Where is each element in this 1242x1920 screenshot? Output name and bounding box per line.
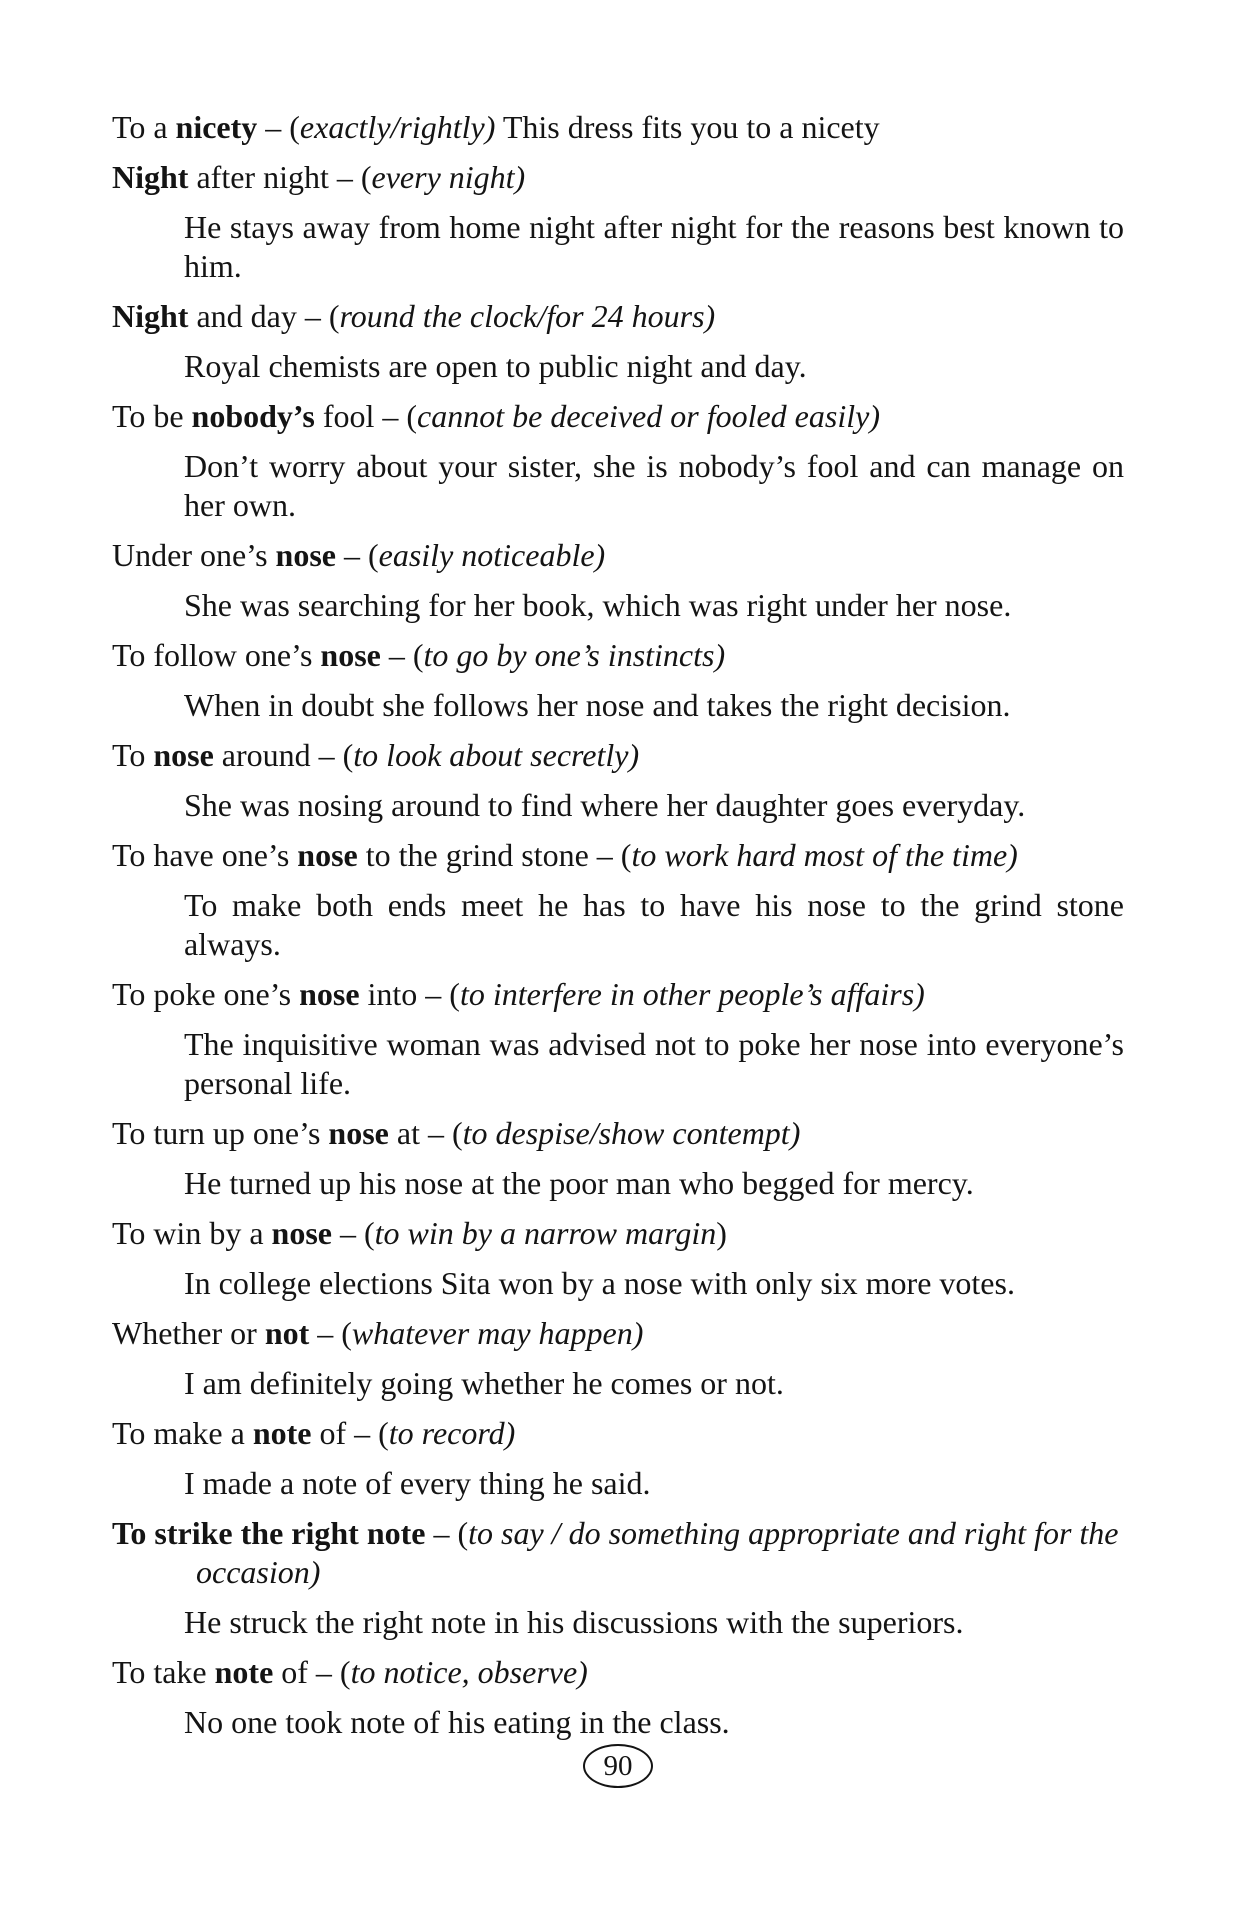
- idiom-text: after night – (: [188, 159, 372, 195]
- idiom-heading: [112, 1114, 1124, 1153]
- idiom-text: Under one’s: [112, 537, 276, 573]
- idiom-heading: [112, 1414, 1124, 1453]
- idiom-entry: [112, 536, 1124, 625]
- example-sentence: Don’t worry about your sister, she is nobody’s fool and can manage on her own.: [184, 448, 1124, 523]
- idiom-entry: [112, 975, 1124, 1103]
- idiom-entry: [112, 836, 1124, 964]
- idiom-keyword: nose: [275, 537, 336, 573]
- idiom-text: and day – (: [188, 298, 340, 334]
- idiom-heading: [112, 636, 1124, 675]
- idiom-text: This dress fits you to a nicety: [495, 109, 880, 145]
- idiom-keyword: Night: [112, 298, 189, 334]
- idiom-keyword: not: [264, 1315, 310, 1351]
- idiom-meaning: to look about secretly): [353, 737, 640, 773]
- idiom-text: To make a: [112, 1415, 253, 1451]
- idiom-text: – (: [257, 109, 300, 145]
- idiom-heading: [112, 108, 1124, 147]
- idiom-text: – (: [380, 637, 424, 673]
- idiom-text: To a: [112, 109, 176, 145]
- example-sentence: To make both ends meet he has to have his nose to the grind stone always.: [184, 887, 1124, 962]
- idiom-text: of – (: [311, 1415, 389, 1451]
- idiom-heading: [112, 836, 1124, 875]
- idiom-text: – (: [335, 537, 379, 573]
- idiom-entry: [112, 1414, 1124, 1503]
- idiom-heading: [112, 397, 1124, 436]
- example-sentence: I made a note of every thing he said.: [184, 1465, 651, 1501]
- idiom-heading: [112, 1214, 1124, 1253]
- example-sentence: When in doubt she follows her nose and takes the right decision.: [184, 687, 1011, 723]
- example-sentence: He struck the right note in his discussions with the superiors.: [184, 1604, 964, 1640]
- idiom-entry: [112, 297, 1124, 386]
- idiom-text: – (: [309, 1315, 352, 1351]
- idiom-heading: [112, 158, 1124, 197]
- idiom-text: To win by a: [112, 1215, 272, 1251]
- idiom-heading: [112, 736, 1124, 775]
- example-sentence: Royal chemists are open to public night and day.: [184, 348, 807, 384]
- idiom-text: To turn up one’s: [112, 1115, 329, 1151]
- example-sentence: I am definitely going whether he comes or not.: [184, 1365, 784, 1401]
- idiom-keyword: nose: [153, 737, 214, 773]
- idiom-text: – (: [331, 1215, 375, 1251]
- idiom-meaning: to interfere in other people’s affairs): [459, 976, 925, 1012]
- idiom-keyword: nose: [271, 1215, 332, 1251]
- idiom-text: To follow one’s: [112, 637, 321, 673]
- idiom-text: To: [112, 737, 154, 773]
- idiom-entry: [112, 736, 1124, 825]
- idiom-keyword: nose: [299, 976, 360, 1012]
- idiom-entry: [112, 397, 1124, 525]
- idiom-keyword: nose: [328, 1115, 389, 1151]
- idiom-text: – (: [425, 1515, 469, 1551]
- idiom-keyword: note: [252, 1415, 312, 1451]
- example-sentence: The inquisitive woman was advised not to poke her nose into everyone’s personal life.: [184, 1026, 1124, 1101]
- idiom-meaning: to notice, observe): [350, 1654, 588, 1690]
- idiom-meaning: to record): [388, 1415, 516, 1451]
- idiom-meaning: cannot be deceived or fooled easily): [417, 398, 880, 434]
- idiom-keyword: nose: [297, 837, 358, 873]
- example-sentence: He stays away from home night after night for the reasons best known to him.: [184, 209, 1124, 284]
- example-sentence: She was searching for her book, which was right under her nose.: [184, 587, 1012, 623]
- idiom-meaning: easily noticeable): [378, 537, 606, 573]
- example-sentence: No one took note of his eating in the class.: [184, 1704, 730, 1740]
- idiom-heading: [112, 975, 1124, 1014]
- idiom-entry: [112, 1514, 1124, 1642]
- idiom-text: to the grind stone – (: [357, 837, 632, 873]
- idiom-meaning: to win by a narrow margin: [374, 1215, 717, 1251]
- idiom-text: at – (: [388, 1115, 463, 1151]
- idiom-meaning: every night): [371, 159, 526, 195]
- idiom-text: around – (: [213, 737, 354, 773]
- idiom-text: ): [716, 1215, 727, 1251]
- idiom-meaning: to go by one’s instincts): [423, 637, 726, 673]
- idiom-entry: [112, 108, 1124, 147]
- idiom-text: fool – (: [314, 398, 418, 434]
- idiom-keyword: note: [214, 1654, 274, 1690]
- idiom-meaning: round the clock/for 24 hours): [339, 298, 716, 334]
- idiom-keyword: Night: [112, 159, 189, 195]
- idiom-keyword: To strike the right note: [112, 1515, 426, 1551]
- example-sentence: In college elections Sita won by a nose with only six more votes.: [184, 1265, 1015, 1301]
- idiom-text: To poke one’s: [112, 976, 300, 1012]
- idiom-text: Whether or: [112, 1315, 265, 1351]
- idiom-meaning: to work hard most of the time): [631, 837, 1018, 873]
- example-sentence: She was nosing around to find where her daughter goes everyday.: [184, 787, 1026, 823]
- idiom-entry: [112, 1214, 1124, 1303]
- example-sentence: He turned up his nose at the poor man who begged for mercy.: [184, 1165, 974, 1201]
- page-number: 90: [583, 1744, 653, 1788]
- idiom-entry: [112, 158, 1124, 286]
- idiom-meaning: to despise/show contempt): [462, 1115, 801, 1151]
- idiom-keyword: nicety: [175, 109, 258, 145]
- idiom-keyword: nobody’s: [191, 398, 315, 434]
- idiom-entry: [112, 1314, 1124, 1403]
- idiom-heading: [112, 1514, 1124, 1592]
- idiom-text: To take: [112, 1654, 215, 1690]
- idiom-meaning: whatever may happen): [351, 1315, 644, 1351]
- idiom-heading: [112, 1314, 1124, 1353]
- idiom-entry: [112, 1114, 1124, 1203]
- idiom-text: To have one’s: [112, 837, 298, 873]
- idiom-heading: [112, 1653, 1124, 1692]
- idiom-entry: [112, 636, 1124, 725]
- idiom-meaning: to say / do something appropriate and right for the occasion): [196, 1515, 1119, 1590]
- idiom-list: [112, 108, 1124, 1753]
- idiom-entry: [112, 1653, 1124, 1742]
- idiom-heading: [112, 536, 1124, 575]
- idiom-text: To be: [112, 398, 192, 434]
- idiom-text: into – (: [359, 976, 460, 1012]
- idiom-text: of – (: [273, 1654, 351, 1690]
- idiom-heading: [112, 297, 1124, 336]
- idiom-meaning: exactly/rightly): [299, 109, 496, 145]
- idiom-keyword: nose: [320, 637, 381, 673]
